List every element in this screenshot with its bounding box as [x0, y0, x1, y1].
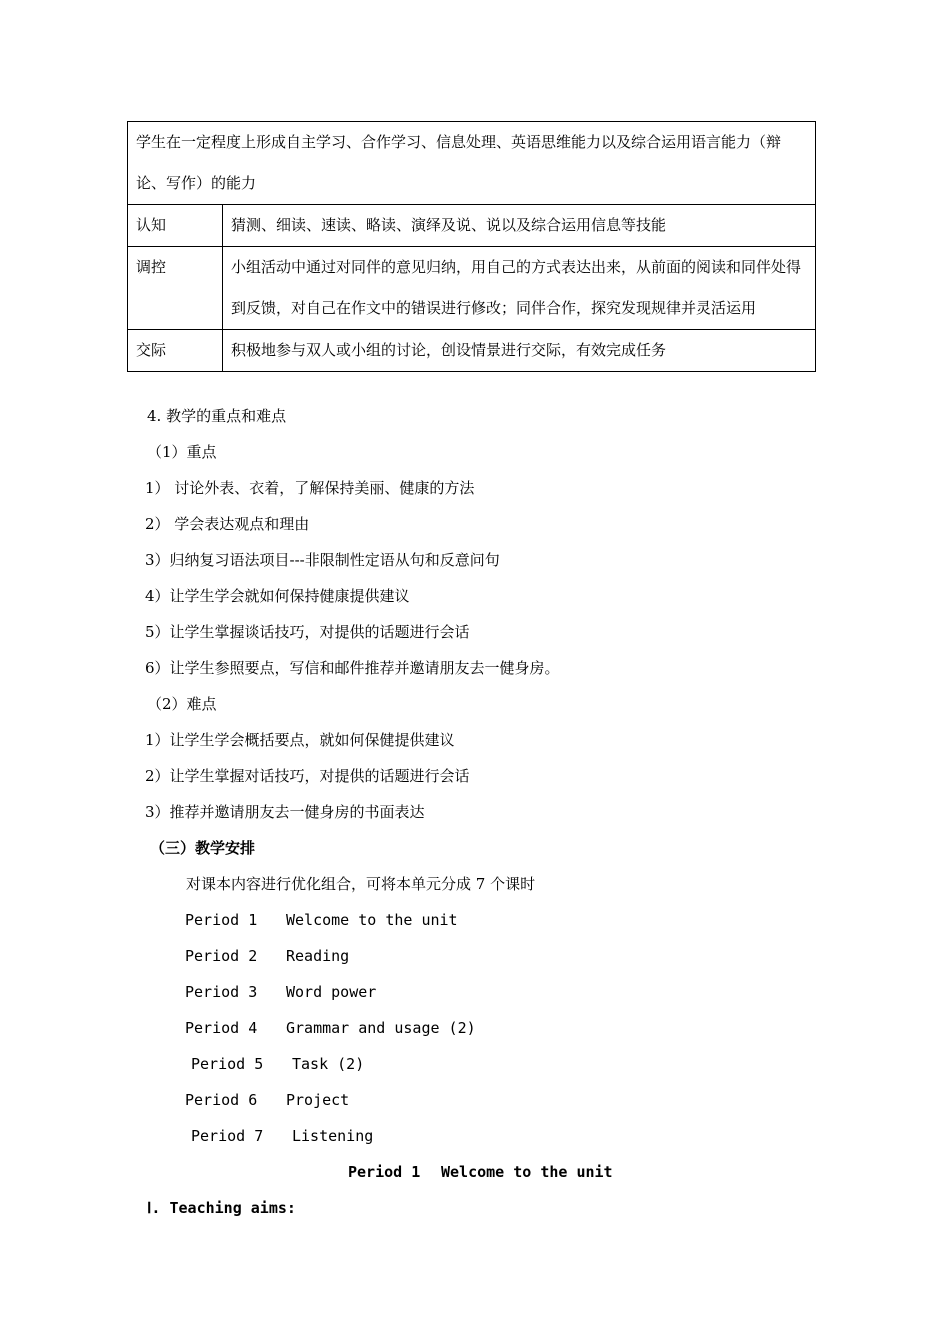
period-title: Task (2)	[292, 1055, 365, 1073]
table-intro-cell: 学生在一定程度上形成自主学习、合作学习、信息处理、英语思维能力以及综合运用语言能力（辩论、写作）的能力	[128, 122, 816, 205]
table-row	[128, 122, 816, 205]
period-number: Period 5	[191, 1055, 264, 1073]
arrangement-heading: （三）教学安排	[150, 839, 256, 857]
table-row	[128, 247, 816, 330]
teaching-aims-heading: Ⅰ. Teaching aims:	[147, 1199, 296, 1217]
list-item: 5）让学生掌握谈话技巧，对提供的话题进行会话	[145, 623, 470, 641]
period-title: Grammar and usage (2)	[286, 1019, 476, 1037]
period-title: Word power	[286, 983, 377, 1001]
list-item: 2）让学生掌握对话技巧，对提供的话题进行会话	[145, 767, 470, 785]
list-item: 6）让学生参照要点，写信和邮件推荐并邀请朋友去一健身房。	[145, 659, 560, 677]
difficulties-heading: （2）难点	[147, 695, 217, 713]
list-item: 1）让学生学会概括要点，就如何保健提供建议	[145, 731, 455, 749]
period-title: Reading	[286, 947, 350, 965]
period-number: Period 1	[185, 911, 258, 929]
list-item: 1） 讨论外表、衣着，了解保持美丽、健康的方法	[145, 479, 475, 497]
ability-goals-table	[127, 121, 816, 372]
list-item: 3）推荐并邀请朋友去一健身房的书面表达	[145, 803, 425, 821]
period-title: Welcome to the unit	[286, 911, 458, 929]
period1-title-text: Welcome to the unit	[441, 1163, 613, 1181]
period-title: Project	[286, 1091, 350, 1109]
row-label: 调控	[128, 247, 223, 330]
period1-title-number: Period 1	[348, 1163, 421, 1181]
row-value: 积极地参与双人或小组的讨论，创设情景进行交际，有效完成任务	[223, 330, 816, 372]
period-number: Period 2	[185, 947, 258, 965]
table-row	[128, 330, 816, 372]
row-label: 交际	[128, 330, 223, 372]
row-label: 认知	[128, 205, 223, 247]
arrangement-intro: 对课本内容进行优化组合，可将本单元分成 7 个课时	[186, 875, 536, 893]
list-item: 2） 学会表达观点和理由	[145, 515, 310, 533]
period-number: Period 4	[185, 1019, 258, 1037]
list-item: 3）归纳复习语法项目---非限制性定语从句和反意问句	[145, 551, 500, 569]
key-points-heading: （1）重点	[147, 443, 217, 461]
table-row	[128, 205, 816, 247]
section-heading: 4. 教学的重点和难点	[147, 407, 287, 425]
row-value: 猜测、细读、速读、略读、演绎及说、说以及综合运用信息等技能	[223, 205, 816, 247]
list-item: 4）让学生学会就如何保持健康提供建议	[145, 587, 410, 605]
period-title: Listening	[292, 1127, 374, 1145]
period-number: Period 3	[185, 983, 258, 1001]
row-value: 小组活动中通过对同伴的意见归纳，用自己的方式表达出来，从前面的阅读和同伴处得到反馈，对自己在作文中的错误进行修改；同伴合作，探究发现规律并灵活运用	[223, 247, 816, 330]
period-number: Period 7	[191, 1127, 264, 1145]
period-number: Period 6	[185, 1091, 258, 1109]
